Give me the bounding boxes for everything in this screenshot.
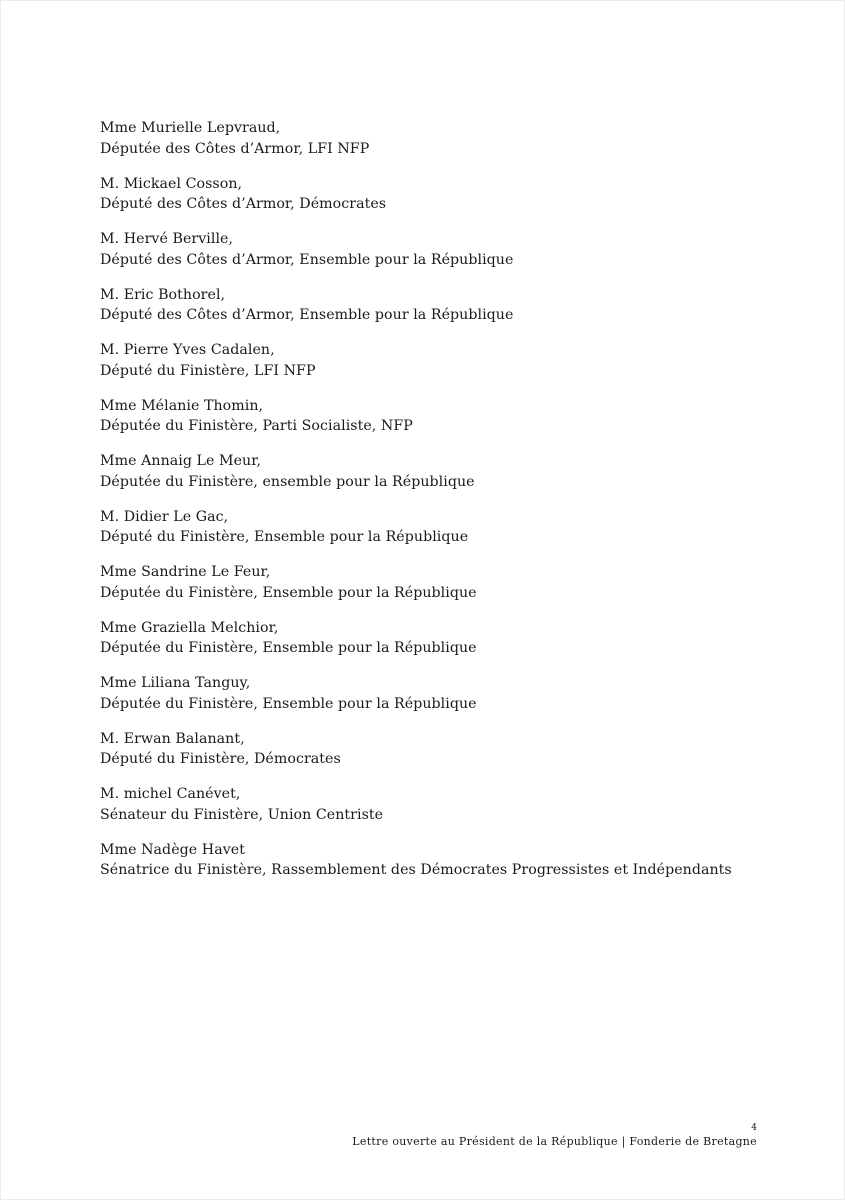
page-footer: [352, 1122, 757, 1150]
signatory-name: M. michel Canévet,: [100, 786, 241, 802]
signatory-name: M. Eric Bothorel,: [100, 286, 226, 303]
signatory-title: Député des Côtes d’Armor, Démocrates: [100, 196, 387, 212]
signatory-entry: [100, 840, 800, 896]
signatory-entry: [100, 507, 800, 563]
signatory-title: Députée du Finistère, Parti Socialiste, NFP: [100, 418, 413, 434]
signatory-title: Députée des Côtes d’Armor, LFI NFP: [100, 140, 370, 157]
signatory-name: M. Hervé Berville,: [100, 231, 234, 247]
signatory-title: Députée du Finistère, Ensemble pour la République: [100, 695, 477, 712]
signatory-name: M. Mickael Cosson,: [100, 175, 243, 192]
signatory-name: M. Pierre Yves Cadalen,: [100, 342, 275, 358]
signatory-name: Mme Mélanie Thomin,: [100, 397, 264, 414]
signatory-entry: [100, 729, 800, 785]
signatory-entry: [100, 285, 800, 341]
signatory-title: Députée du Finistère, ensemble pour la République: [100, 473, 475, 490]
signatory-entry: [100, 396, 800, 452]
signatory-entry: [100, 451, 800, 507]
signatory-title: Député du Finistère, Démocrates: [100, 751, 341, 767]
signatory-title: Députée du Finistère, Ensemble pour la République: [100, 640, 477, 656]
signatory-title: Député du Finistère, Ensemble pour la République: [100, 529, 469, 545]
signatory-name: Mme Annaig Le Meur,: [100, 453, 262, 469]
signatory-name: M. Erwan Balanant,: [100, 730, 245, 747]
signatory-title: Député des Côtes d’Armor, Ensemble pour la République: [100, 307, 514, 323]
signatory-name: Mme Sandrine Le Feur,: [100, 564, 271, 580]
signatory-entry: [100, 118, 800, 174]
signatory-name: Mme Graziella Melchior,: [100, 619, 279, 636]
footer-text: Lettre ouverte au Président de la République | Fonderie de Bretagne: [352, 1135, 757, 1148]
page-number: 4: [751, 1123, 757, 1133]
signatory-entry: [100, 618, 800, 674]
signatory-entry: [100, 174, 800, 230]
signatory-name: Mme Nadège Havet: [100, 841, 245, 858]
signatory-entry: [100, 229, 800, 285]
signatory-title: Sénateur du Finistère, Union Centriste: [100, 806, 384, 823]
signatory-list: [100, 118, 800, 895]
signatory-entry: [100, 340, 800, 396]
signatory-name: Mme Murielle Lepvraud,: [100, 120, 281, 136]
signatory-entry: [100, 673, 800, 729]
signatory-title: Député du Finistère, LFI NFP: [100, 362, 316, 379]
signatory-entry: [100, 784, 800, 840]
signatory-title: Sénatrice du Finistère, Rassemblement des Démocrates Progressistes et Indépendants: [100, 862, 732, 878]
signatory-title: Députée du Finistère, Ensemble pour la République: [100, 584, 477, 601]
signatory-name: M. Didier Le Gac,: [100, 508, 229, 525]
signatory-entry: [100, 562, 800, 618]
signatory-title: Député des Côtes d’Armor, Ensemble pour la République: [100, 251, 514, 268]
signatory-name: Mme Liliana Tanguy,: [100, 675, 251, 691]
